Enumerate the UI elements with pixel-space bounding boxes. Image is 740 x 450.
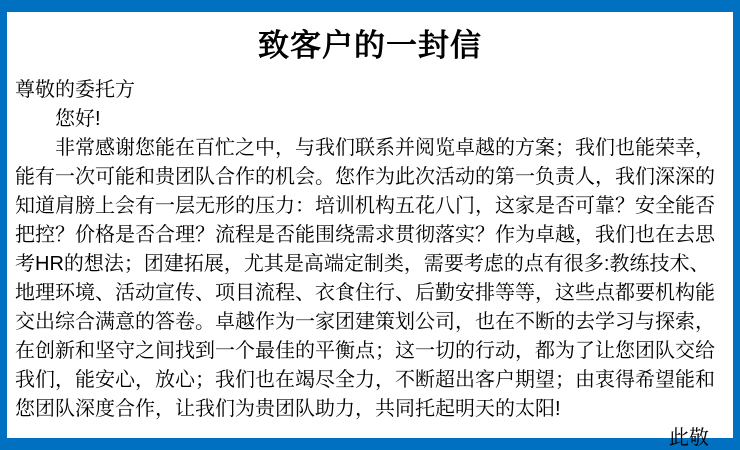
page-border-top [0, 0, 740, 12]
page-border-left [0, 0, 7, 450]
page-border-right [733, 0, 740, 450]
letter-closing: 此敬 [669, 427, 709, 449]
letter-greeting: 您好! [55, 108, 101, 130]
letter-content [7, 12, 733, 449]
letter-salutation: 尊敬的委托方 [15, 79, 135, 101]
letter-paragraph: 非常感谢您能在百忙之中，与我们联系并阅览卓越的方案；我们也能荣幸，能有一次可能和贵团队合作的机会。您作为此次活动的第一负责人，我们深深的知道肩膀上会有一层无形的压力：培训机构五花八门，这家是否可靠？安全能否把控？价格是否合理？流程是否能围绕需求贯彻落实？作为卓越，我们也在去思考HR的想法；团建拓展，尤其是高端定制类，需要考虑的点有很多:教练技术、地理环境、活动宣传、项目流程、衣食住行、后勤安排等等，这些点都要机构能交出综合满意的答卷。卓越作为一家团建策划公司，也在不断的去学习与探索，在创新和坚守之间找到一个最佳的平衡点；这一切的行动，都为了让您团队交给我们，能安心，放心；我们也在竭尽全力，不断超出客户期望；由衷得希望能和您团队深度合作，让我们为贵团队助力，共同托起明天的太阳! [15, 137, 715, 420]
letter-body [7, 76, 733, 450]
letter-title: 致客户的一封信 [258, 28, 482, 63]
